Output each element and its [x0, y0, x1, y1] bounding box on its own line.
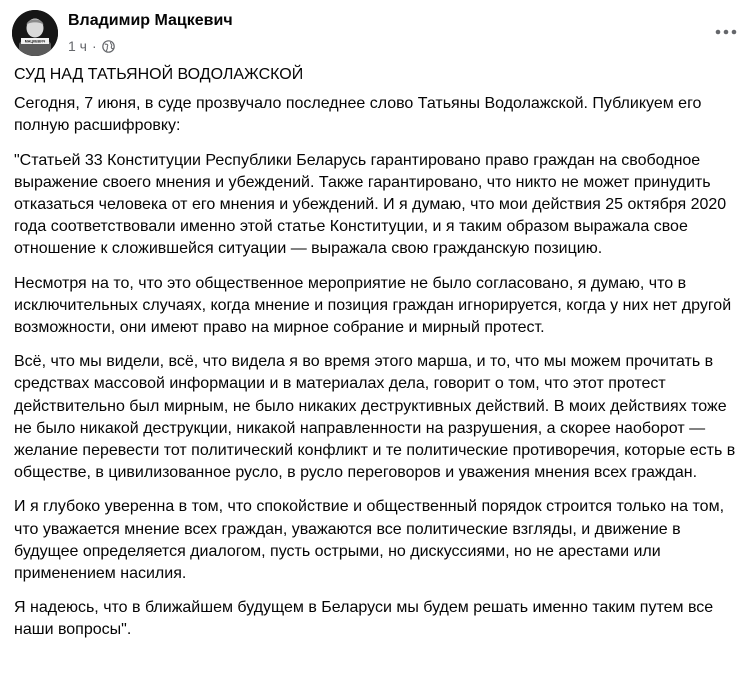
post-paragraph: Несмотря на то, что это общественное мероприятие не было согласовано, я думаю, что в исключительных случаях, когда мнение и позиция граждан игнорируется, когда у них нет другой возможности, они имеют право на мирное собрание и мирный протест.: [14, 274, 732, 337]
more-options-button[interactable]: [708, 18, 744, 46]
post-paragraph: "Статьей 33 Конституции Республики Беларусь гарантировано право граждан на свободное выражение своего мнения и убеждений. Также гарантировано, что никто не может принудить отказаться человека от его мнения и убеждений. И я думаю, что мои действия 25 октября 2020 года соответствовали именно этой статье Конституции, и я таким образом выражала свое отношение к сложившейся ситуации — выражала свою гражданскую позицию.: [14, 151, 727, 258]
post-meta: [68, 37, 115, 55]
post-paragraph: Сегодня, 7 июня, в суде прозвучало последнее слово Татьяны Водолажской. Публикуем его полную расшифровку:: [14, 95, 702, 135]
meta-separator: ·: [91, 38, 97, 54]
post-body: [14, 64, 744, 654]
more-horizontal-icon: [715, 29, 737, 35]
post-paragraph: Я надеюсь, что в ближайшем будущем в Беларуси мы будем решать именно таким путем все наши вопросы".: [14, 599, 714, 639]
globe-icon[interactable]: [102, 40, 115, 53]
post-paragraph: Всё, что мы видели, всё, что видела я во время этого марша, и то, что мы можем прочитать в средствах массовой информации и в материалах дела, говорит о том, что этот протест действительно был мирным, не было никаких деструктивных действий. В моих действиях тоже не было никакой деструкции, никакой направленности на разрушения, а скорее наоборот — желание перевести тот политический конфликт и те политические противоречия, которые есть в обществе, в цивилизованное русло, в русло переговоров и уважения мнения всех граждан.: [14, 353, 736, 482]
author-name[interactable]: Владимир Мацкевич: [68, 12, 233, 29]
avatar-caption: МАЦКЕВИЧ: [24, 39, 46, 44]
post-header: [12, 10, 744, 58]
post-time[interactable]: 1 ч: [68, 38, 87, 54]
post-title: СУД НАД ТАТЬЯНОЙ ВОДОЛАЖСКОЙ: [14, 66, 304, 83]
avatar[interactable]: [12, 10, 58, 56]
avatar-image: [12, 10, 58, 56]
post-paragraph: И я глубоко уверенна в том, что спокойствие и общественный порядок строится только на том, что уважается мнение всех граждан, уважаются все политические взгляды, и движение в будущее определяется диалогом, пусть острыми, но дискуссиями, но не арестами или применением насилия.: [14, 498, 725, 583]
